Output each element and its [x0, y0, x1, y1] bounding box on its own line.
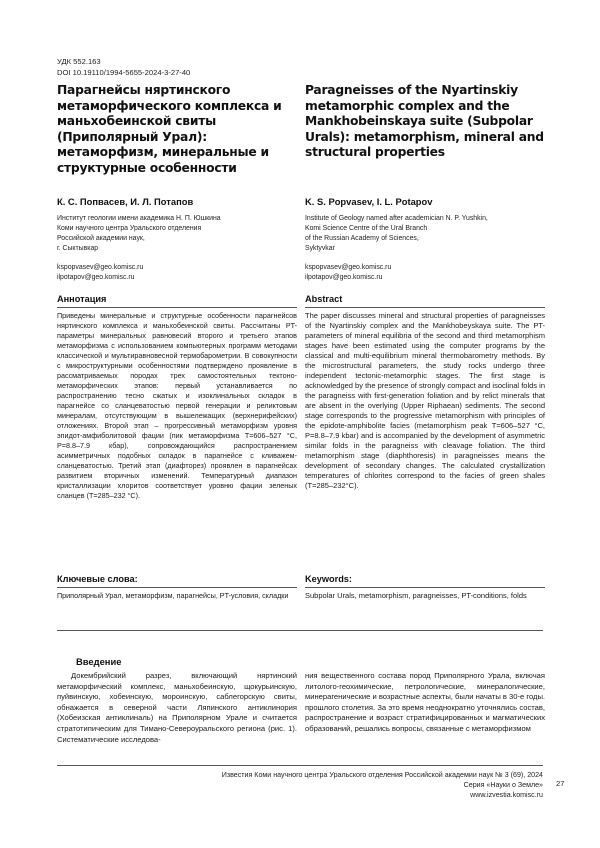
en-affiliation [305, 214, 545, 254]
journal-name: Известия Коми научного центра Уральского отделения Российской академии наук № 3 (69), 2024 [221, 771, 543, 779]
divider [57, 587, 297, 588]
journal-series: Серия «Науки о Земле» [463, 781, 543, 789]
en-affiliation-line: of the Russian Academy of Sciences, [305, 235, 419, 242]
intro-paragraph-col2: ния вещественного состава пород Приполярного Урала, включая литолого-геохимические, петрологические, минералогические, минерагенические и возрастные аспекты, были начаты в 30-е годы. прошлого столетия. За это время неоднократно уточнялись состав, распространение и возраст стратифицированных и магматических образований, решались вопросы, связанные с метаморфизмом [305, 671, 546, 733]
ru-emails [57, 263, 297, 283]
ru-email[interactable]: kspopvasev@geo.komisc.ru [57, 264, 144, 271]
ru-title-block [57, 83, 297, 177]
divider [57, 307, 297, 308]
en-email[interactable]: kspopvasev@geo.komisc.ru [305, 264, 392, 271]
intro-heading: Введение [76, 656, 122, 667]
ru-authors: К. С. Попвасев, И. Л. Потапов [57, 196, 194, 207]
ru-keywords: Приполярный Урал, метаморфизм, парагнейсы, PT-условия, складки [57, 591, 289, 600]
en-emails [305, 263, 545, 283]
ru-affiliation-line: Российской академии наук, [57, 235, 145, 242]
en-abstract-label: Abstract [305, 294, 343, 304]
en-title: Paragneisses of the Nyartinskiy metamorphic complex and the Mankhobeinskaya suite (Subpolar Urals): metamorphism, mineral and structural properties [305, 83, 544, 160]
journal-url[interactable]: www.izvestia.komisc.ru [470, 791, 543, 799]
ru-abstract-block [57, 311, 297, 501]
en-affiliation-line: Institute of Geology named after academician N. P. Yushkin, [305, 215, 488, 222]
ru-email[interactable]: ilpotapov@geo.komisc.ru [57, 274, 135, 281]
ru-title: Парагнейсы няртинского метаморфического комплекса и маньхобеинской свиты (Приполярный Урал): метаморфизм, минеральные и структурные особенности [57, 83, 282, 175]
page-number: 27 [556, 779, 565, 788]
ru-keywords-label: Ключевые слова: [57, 574, 138, 584]
ru-abstract: Приведены минеральные и структурные особенности парагнейсов няртинского комплекса и маньхобеинской свиты. Рассчитаны PT-параметры минеральных равновесий второго и третьего этапов метаморфизма с использованием компьютерных программ методами классической и мультиравновесной термобарометрии. В совокупности с микроструктурными особенностями подтверждено проявление в рассматриваемых породах трех самостоятельных тектоно-метаморфических этапов: первый устанавливается по распространению тесно сжатых и изоклинальных складок в парагнейсе со сланцеватостью первой генерации и реликтовым минералам, отсутствующим в вышележащих (верхнерифейских) отложениях. Второй этап – прогрессивный метаморфизм уровня эпидот-амфиболитовой фации (пик метаморфизма T=606–527 °С, P=8.8–7.9 кбар), сопровождающийся распространением асимметричных подобных складок в парагнейсе с кливажем-сланцеватостью. Третий этап (диафторез) проявлен в парагнейсах развитием вторичных изменений. Температурный диапазон кристаллизации хлоритов соответствует уровню фации зеленых сланцев (T=285–232 °С). [57, 311, 297, 501]
en-title-block [305, 83, 545, 161]
journal-footer [222, 770, 543, 800]
udc-code: УДК 552.163 [57, 57, 101, 66]
divider [305, 587, 545, 588]
doi[interactable]: DOI 10.19110/1994-5655-2024-3-27-40 [57, 68, 191, 77]
en-abstract-block [305, 311, 545, 491]
en-keywords: Subpolar Urals, metamorphism, paragneisses, PT-conditions, folds [305, 591, 527, 600]
intro-paragraph-col1: Докембрийский разрез, включающий няртинский метаморфический комплекс, маньхобеинскую, щокурьинскую, пуйвинскую, хобеинскую, мороинскую, саблегорскую свиты, обнажается в северной части Ляпинского антиклинория (Хобеизская антиклиналь) на Приполярном Урале и считается стратотипическим для Тимано-Североуральского региона (рис. 1). Систематические исследова- [57, 671, 297, 744]
en-authors: K. S. Popvasev, I. L. Potapov [305, 196, 433, 207]
en-keywords-label: Keywords: [305, 574, 352, 584]
en-email[interactable]: ilpotapov@geo.komisc.ru [305, 274, 383, 281]
ru-affiliation-line: Институт геологии имени академика Н. П. Юшкина [57, 215, 221, 222]
footer-divider [57, 765, 543, 766]
ru-abstract-label: Аннотация [57, 294, 107, 304]
ru-affiliation-line: г. Сыктывкар [57, 245, 99, 252]
divider [305, 307, 545, 308]
ru-affiliation-line: Коми научного центра Уральского отделения [57, 225, 202, 232]
article-meta [57, 56, 190, 78]
section-divider [57, 630, 543, 631]
ru-affiliation [57, 214, 297, 254]
en-abstract: The paper discusses mineral and structural properties of paragneisses of the Nyartinskiy complex and the Mankhobeyskaya suite. The PT-parameters of mineral equilibria of the second and third metamorphism stages have been estimated using the computer programs by the classical and multi-equilibrium mineral thermobarometry methods. By the microstructural parameters, the study rocks undergo three independent tectonic-metamorphic stages. The first stage is acknowledged by the presence of strongly compact and isoclinal folds in the paragneiss with first-generation foliation and by relict minerals that are absent in the overlying (Upper Riphaean) sediments. The second stage corresponds to the progressive metamorphism with principles of the epidote-amphibolite facies (metamorphism peak T=606–527 °C, P=8.8–7.9 kbar) and is accompanied by the development of asymmetric similar folds in the paragneiss with cleavage foliation. The third metamorphism stage (diaphthoresis) in paragneisses means the development of secondary changes. The calculated crystallization temperatures of chlorites correspond to the facies of green shales (T=285–232°C). [305, 311, 545, 491]
en-affiliation-line: Komi Science Centre of the Ural Branch [305, 225, 428, 232]
en-affiliation-line: Syktyvkar [305, 245, 335, 252]
